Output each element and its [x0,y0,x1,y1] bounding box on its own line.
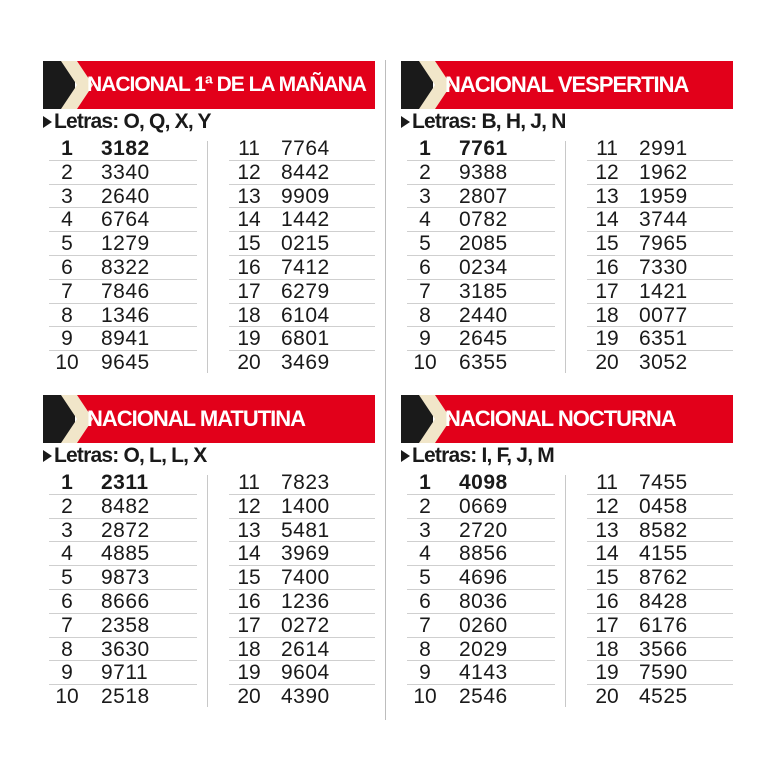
result-position: 20 [237,351,261,375]
result-row [407,566,555,590]
result-row [587,185,733,209]
result-row [407,137,555,161]
result-position: 1 [61,471,73,494]
result-row [49,232,197,256]
result-row [229,304,375,328]
result-position: 14 [595,542,619,566]
result-position: 11 [238,137,260,160]
letras-line [43,110,211,134]
result-number: 7455 [639,471,688,494]
result-position: 19 [595,661,619,685]
result-row [407,661,555,685]
result-row [229,685,375,709]
result-number: 8428 [639,589,688,613]
result-position: 18 [595,637,619,661]
result-row [587,232,733,256]
result-position: 2 [61,494,73,518]
result-number: 0077 [639,303,688,327]
result-number: 8322 [101,255,150,279]
result-position: 9 [61,327,73,351]
result-row [49,351,197,375]
result-row [587,471,733,495]
result-position: 4 [419,208,431,232]
panel-nacional-primera-manana [43,61,375,379]
result-number: 1236 [281,589,330,613]
result-number: 9604 [281,661,330,685]
result-number: 3052 [639,351,688,375]
result-position: 2 [419,494,431,518]
result-position: 5 [61,566,73,590]
result-number: 9873 [101,566,150,590]
panel-title: NACIONAL MATUTINA [87,406,306,431]
result-position: 19 [595,327,619,351]
result-position: 7 [61,613,73,637]
result-number: 7823 [281,471,330,494]
result-position: 8 [61,637,73,661]
result-row [49,256,197,280]
result-position: 18 [237,303,261,327]
result-position: 11 [596,137,618,160]
result-row [587,542,733,566]
result-row [229,185,375,209]
result-row [407,542,555,566]
result-row [49,614,197,638]
result-row [407,351,555,375]
panel-header [43,61,375,109]
result-number: 7764 [281,137,330,160]
result-position: 17 [595,613,619,637]
result-row [587,327,733,351]
column-separator [565,141,566,373]
result-number: 4155 [639,542,688,566]
result-position: 4 [61,208,73,232]
result-position: 16 [237,255,261,279]
result-position: 20 [595,351,619,375]
result-position: 16 [237,589,261,613]
result-position: 13 [237,518,261,542]
result-row [587,208,733,232]
result-number: 2991 [639,137,688,160]
result-row [49,304,197,328]
result-position: 11 [238,471,260,494]
result-number: 6355 [459,351,508,375]
result-row [229,638,375,662]
result-number: 9711 [101,661,149,685]
result-number: 5481 [281,518,330,542]
result-position: 16 [595,589,619,613]
result-position: 15 [237,566,261,590]
result-position: 18 [595,303,619,327]
result-number: 0215 [281,232,330,256]
results-column-right [587,137,733,375]
result-number: 7846 [101,279,150,303]
letras-value: I, F, J, M [481,444,554,467]
result-position: 8 [419,303,431,327]
result-number: 0669 [459,494,508,518]
result-row [587,304,733,328]
result-number: 4525 [639,685,688,709]
result-row [407,232,555,256]
result-number: 0234 [459,255,508,279]
panel-title: NACIONAL VESPERTINA [445,72,689,97]
results-column-left [407,471,555,709]
result-number: 3969 [281,542,330,566]
result-number: 1959 [639,184,688,208]
result-row [229,351,375,375]
result-row [229,280,375,304]
result-number: 9909 [281,184,330,208]
result-row [407,590,555,614]
result-position: 15 [595,232,619,256]
result-row [49,661,197,685]
result-row [49,519,197,543]
result-position: 19 [237,327,261,351]
column-separator [207,475,208,707]
result-row [49,590,197,614]
panel-nacional-nocturna [401,395,733,713]
letras-label: Letras: [412,444,477,467]
result-row [49,495,197,519]
result-position: 19 [237,661,261,685]
result-number: 6176 [639,613,688,637]
result-number: 3469 [281,351,330,375]
result-position: 13 [595,184,619,208]
result-number: 6801 [281,327,330,351]
result-number: 7330 [639,255,688,279]
result-number: 3182 [101,137,150,160]
result-row [407,327,555,351]
result-row [587,256,733,280]
result-position: 9 [61,661,73,685]
result-position: 3 [419,518,431,542]
result-number: 8941 [101,327,150,351]
result-position: 10 [55,685,79,709]
result-row [407,161,555,185]
letras-line [401,110,566,134]
triangle-right-icon [43,450,52,462]
result-row [407,495,555,519]
result-number: 2085 [459,232,508,256]
result-number: 1279 [101,232,150,256]
result-number: 1421 [639,279,688,303]
result-row [587,661,733,685]
result-row [229,161,375,185]
panel-title: NACIONAL NOCTURNA [445,406,676,431]
result-number: 2872 [101,518,150,542]
result-number: 2518 [101,685,150,709]
triangle-right-icon [43,116,52,128]
result-row [407,185,555,209]
center-divider [385,60,386,720]
result-row [587,161,733,185]
result-position: 5 [61,232,73,256]
result-number: 6104 [281,303,330,327]
letras-value: O, L, L, X [123,444,207,467]
result-number: 2640 [101,184,150,208]
result-number: 2720 [459,518,508,542]
result-position: 10 [55,351,79,375]
result-position: 6 [419,255,431,279]
results-column-left [49,471,197,709]
panel-title: NACIONAL 1ª DE LA MAÑANA [87,73,366,96]
results-column-right [229,471,375,709]
result-number: 1400 [281,494,330,518]
result-row [407,614,555,638]
result-position: 14 [237,542,261,566]
result-number: 0272 [281,613,330,637]
result-row [587,566,733,590]
result-row [229,208,375,232]
result-number: 8856 [459,542,508,566]
result-row [229,471,375,495]
result-position: 17 [237,613,261,637]
result-position: 12 [237,494,261,518]
result-position: 1 [419,471,431,494]
result-number: 3566 [639,637,688,661]
result-position: 20 [237,685,261,709]
result-number: 7400 [281,566,330,590]
result-number: 2546 [459,685,508,709]
result-number: 2645 [459,327,508,351]
result-position: 5 [419,566,431,590]
result-row [229,495,375,519]
result-number: 8762 [639,566,688,590]
result-number: 7412 [281,255,330,279]
result-row [587,638,733,662]
result-number: 4885 [101,542,150,566]
result-position: 20 [595,685,619,709]
result-position: 17 [595,279,619,303]
result-row [49,471,197,495]
result-number: 8582 [639,518,688,542]
result-position: 3 [419,184,431,208]
result-row [407,638,555,662]
result-number: 2807 [459,184,508,208]
result-position: 1 [419,137,431,160]
result-position: 4 [419,542,431,566]
result-row [407,280,555,304]
result-row [407,208,555,232]
result-number: 4098 [459,471,508,494]
triangle-right-icon [401,450,410,462]
result-row [49,566,197,590]
result-number: 1346 [101,303,150,327]
result-number: 8666 [101,589,150,613]
result-row [229,566,375,590]
result-number: 1442 [281,208,330,232]
result-row [49,185,197,209]
panel-header [401,395,733,443]
result-number: 9388 [459,160,508,184]
result-position: 14 [595,208,619,232]
result-row [587,519,733,543]
panel-header [401,61,733,109]
triangle-right-icon [401,116,410,128]
result-number: 6279 [281,279,330,303]
result-position: 6 [61,255,73,279]
result-position: 17 [237,279,261,303]
result-row [49,542,197,566]
result-number: 2440 [459,303,508,327]
result-number: 7965 [639,232,688,256]
result-position: 3 [61,518,73,542]
result-row [587,495,733,519]
result-number: 2029 [459,637,508,661]
result-number: 6764 [101,208,150,232]
result-row [49,280,197,304]
result-position: 7 [419,613,431,637]
result-number: 1962 [639,160,688,184]
result-number: 7590 [639,661,688,685]
result-position: 6 [61,589,73,613]
results-column-left [407,137,555,375]
result-row [229,590,375,614]
result-row [229,614,375,638]
letras-value: B, H, J, N [481,110,566,133]
panel-nacional-matutina [43,395,375,713]
letras-line [43,444,206,468]
results-column-left [49,137,197,375]
result-row [229,232,375,256]
letras-label: Letras: [54,444,119,467]
result-row [229,137,375,161]
result-position: 13 [595,518,619,542]
panel-header [43,395,375,443]
result-position: 12 [237,160,261,184]
result-row [407,471,555,495]
result-position: 13 [237,184,261,208]
result-row [229,542,375,566]
result-position: 2 [419,160,431,184]
result-position: 11 [596,471,618,494]
result-number: 3340 [101,160,150,184]
result-number: 3185 [459,279,508,303]
result-number: 4143 [459,661,508,685]
result-number: 2614 [281,637,330,661]
result-row [587,137,733,161]
result-position: 18 [237,637,261,661]
result-number: 0458 [639,494,688,518]
result-position: 10 [413,685,437,709]
result-position: 15 [237,232,261,256]
result-position: 15 [595,566,619,590]
result-row [587,280,733,304]
result-position: 8 [61,303,73,327]
result-row [587,590,733,614]
result-number: 8442 [281,160,330,184]
result-position: 6 [419,589,431,613]
result-row [49,208,197,232]
letras-label: Letras: [412,110,477,133]
letras-line [401,444,554,468]
result-row [229,256,375,280]
letras-value: O, Q, X, Y [123,110,211,133]
results-column-right [587,471,733,709]
result-row [229,519,375,543]
result-position: 16 [595,255,619,279]
result-row [49,638,197,662]
result-position: 12 [595,494,619,518]
result-number: 2311 [101,471,149,494]
letras-label: Letras: [54,110,119,133]
result-row [407,519,555,543]
result-row [407,256,555,280]
result-number: 7761 [459,137,508,160]
result-number: 0260 [459,613,508,637]
result-row [587,614,733,638]
result-position: 7 [61,279,73,303]
result-position: 9 [419,327,431,351]
result-row [229,661,375,685]
result-row [229,327,375,351]
panel-nacional-vespertina [401,61,733,379]
result-position: 1 [61,137,73,160]
result-position: 3 [61,184,73,208]
result-row [587,685,733,709]
result-number: 4696 [459,566,508,590]
result-row [49,327,197,351]
result-number: 2358 [101,613,150,637]
result-row [49,161,197,185]
result-position: 14 [237,208,261,232]
column-separator [565,475,566,707]
result-number: 6351 [639,327,688,351]
result-position: 4 [61,542,73,566]
result-position: 9 [419,661,431,685]
result-position: 10 [413,351,437,375]
result-number: 8036 [459,589,508,613]
result-number: 4390 [281,685,330,709]
result-number: 9645 [101,351,150,375]
result-row [407,304,555,328]
result-number: 3630 [101,637,150,661]
result-position: 5 [419,232,431,256]
column-separator [207,141,208,373]
result-row [49,137,197,161]
result-number: 8482 [101,494,150,518]
results-column-right [229,137,375,375]
result-row [49,685,197,709]
result-number: 0782 [459,208,508,232]
result-position: 7 [419,279,431,303]
result-position: 2 [61,160,73,184]
result-number: 3744 [639,208,688,232]
result-position: 12 [595,160,619,184]
result-position: 8 [419,637,431,661]
result-row [407,685,555,709]
result-row [587,351,733,375]
